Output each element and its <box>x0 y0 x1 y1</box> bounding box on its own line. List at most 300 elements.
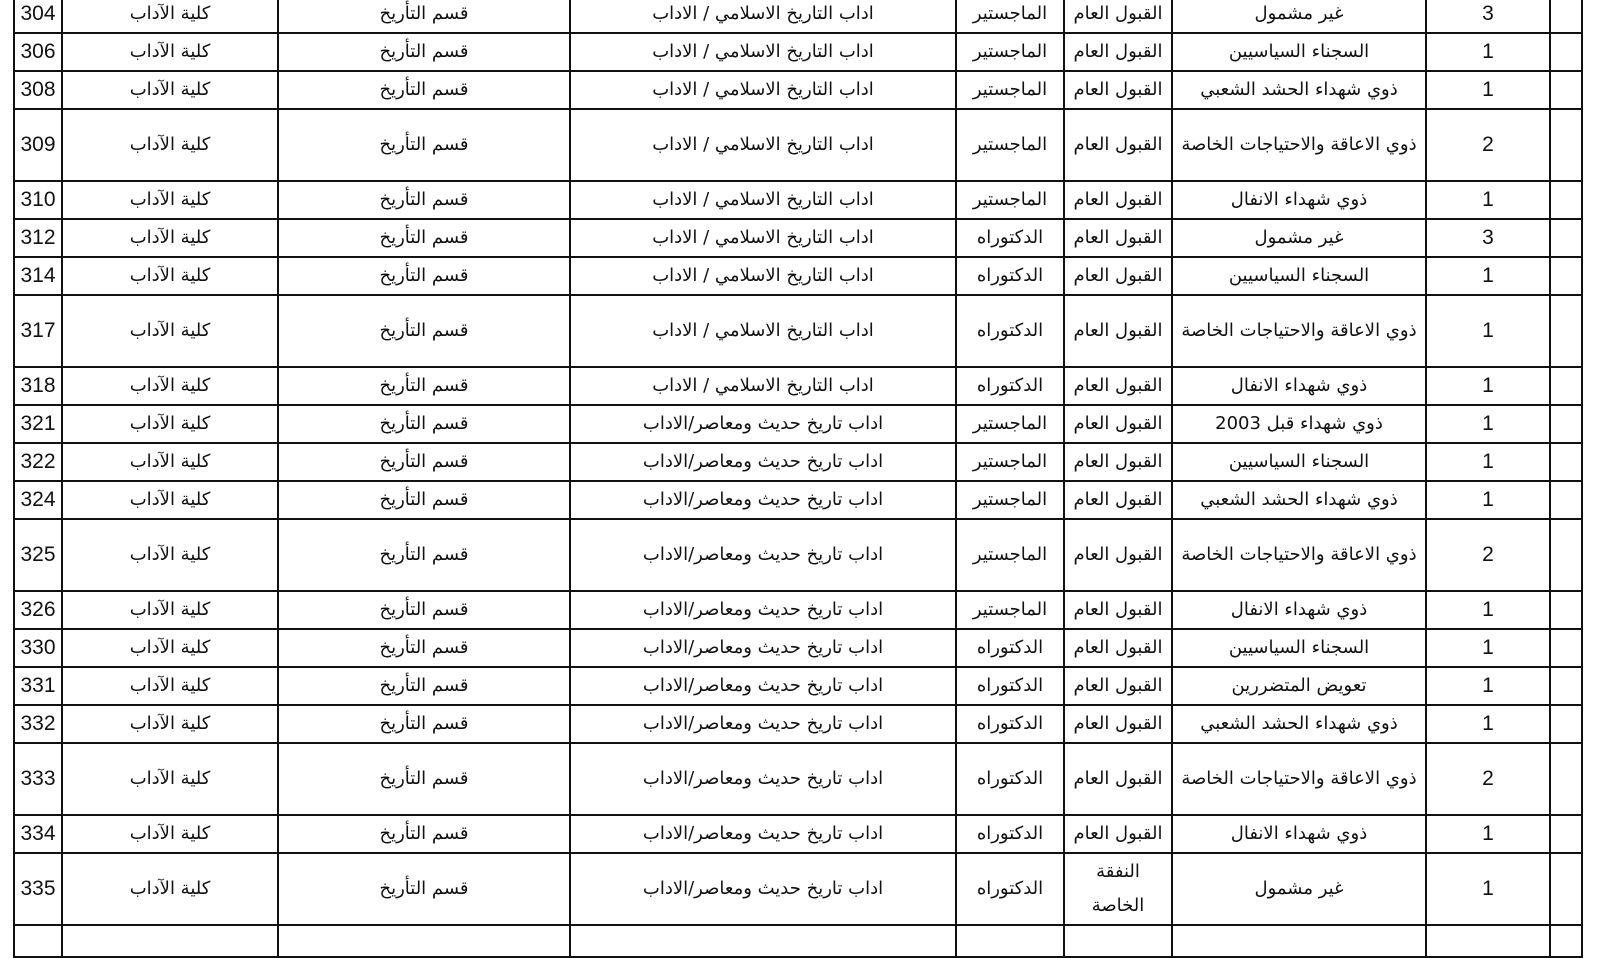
cell-specialization <box>570 295 956 367</box>
cell-college <box>62 519 278 591</box>
cell-category <box>1172 815 1426 853</box>
cell-id-text: 334 <box>20 822 56 845</box>
cell-seats <box>1426 33 1550 71</box>
cell-seats <box>1426 405 1550 443</box>
cell-specialization-text: اداب تاريخ حديث ومعاصر/الاداب <box>642 675 884 696</box>
cell-admission-channel-text: القبول العام <box>1073 768 1163 789</box>
cell-degree-text: الماجستير <box>972 544 1048 565</box>
cell-degree-text: الدكتوراه <box>976 878 1044 899</box>
cell-category-text: ذوي شهداء الحشد الشعبي <box>1200 79 1398 100</box>
cell-seats <box>1426 481 1550 519</box>
cell-college-text: كلية الآداب <box>129 675 211 696</box>
cell-specialization-text: اداب تاريخ حديث ومعاصر/الاداب <box>642 713 884 734</box>
cell-college <box>62 181 278 219</box>
cell-id-text: 314 <box>20 264 56 287</box>
cell-degree <box>956 71 1064 109</box>
cell-blank <box>1550 0 1582 33</box>
cell-department-text: قسم التأريخ <box>379 544 469 565</box>
cell-admission-channel <box>1064 219 1172 257</box>
cell-degree-text: الدكتوراه <box>976 227 1044 248</box>
cell-department-text: قسم التأريخ <box>379 675 469 696</box>
cell-id-text: 310 <box>20 188 56 211</box>
table-row <box>14 33 1582 71</box>
cell-college <box>62 33 278 71</box>
cell-admission-channel-text: القبول العام <box>1073 320 1163 341</box>
cell-category-text: غير مشمول <box>1254 3 1344 24</box>
cell-department <box>278 33 570 71</box>
cell-id <box>14 181 62 219</box>
cell-specialization-text: اداب التاريخ الاسلامي / الاداب <box>652 189 874 210</box>
cell-blank <box>1550 109 1582 181</box>
table-row <box>14 815 1582 853</box>
cell-category <box>1172 667 1426 705</box>
cell-department <box>278 219 570 257</box>
cell-admission-channel <box>1064 405 1172 443</box>
cell-specialization-text: اداب التاريخ الاسلامي / الاداب <box>652 227 874 248</box>
cell-seats-text: 1 <box>1482 674 1494 697</box>
cell-id <box>14 367 62 405</box>
cell-degree-text: الماجستير <box>972 451 1048 472</box>
cell-blank <box>1550 181 1582 219</box>
cell-college-text: كلية الآداب <box>129 3 211 24</box>
cell-seats <box>1426 295 1550 367</box>
cell-seats <box>1426 519 1550 591</box>
cell-admission-channel-text: القبول العام <box>1073 599 1163 620</box>
cell-blank <box>1550 629 1582 667</box>
cell-id <box>14 443 62 481</box>
cell-id <box>14 257 62 295</box>
cell-specialization <box>570 367 956 405</box>
cell-id <box>14 481 62 519</box>
cell-department-text: قسم التأريخ <box>379 189 469 210</box>
table-row-partial <box>14 925 1582 957</box>
cell-specialization-text: اداب تاريخ حديث ومعاصر/الاداب <box>642 489 884 510</box>
cell-college <box>62 743 278 815</box>
cell-blank <box>1550 219 1582 257</box>
cell-id <box>14 853 62 925</box>
cell-college <box>62 629 278 667</box>
cell-id-text: 308 <box>20 78 56 101</box>
table-row <box>14 0 1582 33</box>
cell-category <box>1172 33 1426 71</box>
cell-seats-text: 2 <box>1482 767 1494 790</box>
cell-id <box>14 109 62 181</box>
cell-admission-channel-text: القبول العام <box>1073 375 1163 396</box>
cell-degree-text: الدكتوراه <box>976 675 1044 696</box>
cell-specialization <box>570 629 956 667</box>
cell-department-text: قسم التأريخ <box>379 413 469 434</box>
cell-degree <box>956 109 1064 181</box>
cell-id-text: 326 <box>20 598 56 621</box>
cell-id <box>14 405 62 443</box>
table-row <box>14 219 1582 257</box>
cell-admission-channel <box>1064 591 1172 629</box>
cell-id <box>14 743 62 815</box>
cell-college <box>62 367 278 405</box>
admissions-table <box>13 0 1583 958</box>
cell-id <box>14 0 62 33</box>
cell-college-text: كلية الآداب <box>129 265 211 286</box>
cell-id <box>14 71 62 109</box>
cell-seats-text: 1 <box>1482 636 1494 659</box>
cell-specialization-text: اداب التاريخ الاسلامي / الاداب <box>652 265 874 286</box>
cell-college-text: كلية الآداب <box>129 189 211 210</box>
table-row <box>14 705 1582 743</box>
cell-admission-channel <box>1064 705 1172 743</box>
cell-specialization <box>570 519 956 591</box>
cell-specialization <box>570 405 956 443</box>
cell-admission-channel-text: القبول العام <box>1073 79 1163 100</box>
cell-category-text: ذوي الاعاقة والاحتياجات الخاصة <box>1181 768 1417 789</box>
cell-specialization <box>570 705 956 743</box>
cell-category <box>1172 705 1426 743</box>
cell-seats-text: 2 <box>1482 133 1494 156</box>
table-row <box>14 629 1582 667</box>
cell-specialization <box>570 257 956 295</box>
cell-department-text: قسم التأريخ <box>379 451 469 472</box>
cell-department <box>278 0 570 33</box>
table-row <box>14 591 1582 629</box>
cell-partial <box>278 925 570 957</box>
cell-id <box>14 219 62 257</box>
cell-degree <box>956 295 1064 367</box>
cell-admission-channel <box>1064 443 1172 481</box>
cell-seats <box>1426 629 1550 667</box>
cell-degree <box>956 33 1064 71</box>
cell-id-text: 322 <box>20 450 56 473</box>
cell-department-text: قسم التأريخ <box>379 227 469 248</box>
cell-admission-channel-text: القبول العام <box>1073 265 1163 286</box>
cell-department-text: قسم التأريخ <box>379 599 469 620</box>
cell-department <box>278 591 570 629</box>
cell-partial <box>1172 925 1426 957</box>
cell-department <box>278 295 570 367</box>
cell-category-text: غير مشمول <box>1254 227 1344 248</box>
cell-blank <box>1550 853 1582 925</box>
cell-department <box>278 743 570 815</box>
cell-partial <box>956 925 1064 957</box>
table-row <box>14 367 1582 405</box>
cell-blank <box>1550 705 1582 743</box>
cell-seats <box>1426 181 1550 219</box>
cell-department <box>278 109 570 181</box>
cell-degree-text: الدكتوراه <box>976 265 1044 286</box>
cell-degree-text: الماجستير <box>972 79 1048 100</box>
cell-seats-text: 3 <box>1482 226 1494 249</box>
cell-admission-channel <box>1064 853 1172 925</box>
cell-admission-channel <box>1064 71 1172 109</box>
cell-college <box>62 71 278 109</box>
cell-specialization-text: اداب تاريخ حديث ومعاصر/الاداب <box>642 768 884 789</box>
cell-admission-channel-text: القبول العام <box>1073 41 1163 62</box>
cell-department-text: قسم التأريخ <box>379 823 469 844</box>
cell-degree-text: الماجستير <box>972 41 1048 62</box>
cell-college <box>62 295 278 367</box>
cell-specialization <box>570 71 956 109</box>
cell-seats <box>1426 853 1550 925</box>
cell-department <box>278 71 570 109</box>
cell-id-text: 312 <box>20 226 56 249</box>
cell-seats-text: 1 <box>1482 188 1494 211</box>
cell-seats-text: 1 <box>1482 412 1494 435</box>
cell-category <box>1172 629 1426 667</box>
cell-college-text: كلية الآداب <box>129 451 211 472</box>
table-row <box>14 71 1582 109</box>
cell-seats-text: 3 <box>1482 2 1494 25</box>
cell-id-text: 325 <box>20 543 56 566</box>
cell-seats-text: 1 <box>1482 598 1494 621</box>
cell-degree <box>956 405 1064 443</box>
cell-degree-text: الدكتوراه <box>976 637 1044 658</box>
cell-id <box>14 667 62 705</box>
cell-department-text: قسم التأريخ <box>379 134 469 155</box>
cell-seats <box>1426 367 1550 405</box>
cell-id-text: 317 <box>20 319 56 342</box>
cell-blank <box>1550 743 1582 815</box>
cell-department-text: قسم التأريخ <box>379 41 469 62</box>
cell-college <box>62 109 278 181</box>
cell-seats-text: 1 <box>1482 877 1494 900</box>
cell-seats <box>1426 743 1550 815</box>
cell-department <box>278 853 570 925</box>
cell-blank <box>1550 71 1582 109</box>
cell-seats-text: 1 <box>1482 78 1494 101</box>
cell-category <box>1172 367 1426 405</box>
cell-blank <box>1550 33 1582 71</box>
cell-college <box>62 257 278 295</box>
cell-department <box>278 181 570 219</box>
cell-category <box>1172 0 1426 33</box>
cell-department <box>278 815 570 853</box>
cell-admission-channel <box>1064 815 1172 853</box>
cell-admission-channel <box>1064 519 1172 591</box>
cell-category <box>1172 181 1426 219</box>
cell-department-text: قسم التأريخ <box>379 768 469 789</box>
cell-degree <box>956 743 1064 815</box>
cell-admission-channel <box>1064 295 1172 367</box>
cell-blank <box>1550 295 1582 367</box>
cell-admission-channel <box>1064 367 1172 405</box>
cell-category-text: السجناء السياسيين <box>1228 451 1370 472</box>
cell-admission-channel-text: القبول العام <box>1073 675 1163 696</box>
cell-degree <box>956 629 1064 667</box>
cell-category-text: ذوي شهداء الانفال <box>1230 189 1368 210</box>
cell-admission-channel <box>1064 109 1172 181</box>
cell-college-text: كلية الآداب <box>129 41 211 62</box>
cell-admission-channel <box>1064 629 1172 667</box>
table-row <box>14 109 1582 181</box>
cell-admission-channel <box>1064 257 1172 295</box>
cell-degree-text: الدكتوراه <box>976 320 1044 341</box>
table-row <box>14 519 1582 591</box>
cell-department-text: قسم التأريخ <box>379 265 469 286</box>
cell-category-text: ذوي الاعاقة والاحتياجات الخاصة <box>1181 544 1417 565</box>
cell-specialization <box>570 667 956 705</box>
cell-degree <box>956 591 1064 629</box>
cell-id <box>14 519 62 591</box>
cell-category-text: السجناء السياسيين <box>1228 265 1370 286</box>
table-row <box>14 257 1582 295</box>
cell-admission-channel <box>1064 481 1172 519</box>
cell-id <box>14 629 62 667</box>
cell-admission-channel-text: القبول العام <box>1073 227 1163 248</box>
cell-seats-text: 2 <box>1482 543 1494 566</box>
cell-seats <box>1426 667 1550 705</box>
cell-partial <box>1426 925 1550 957</box>
cell-category-text: ذوي شهداء الحشد الشعبي <box>1200 713 1398 734</box>
cell-category <box>1172 481 1426 519</box>
cell-college-text: كلية الآداب <box>129 878 211 899</box>
cell-college <box>62 219 278 257</box>
cell-specialization-text: اداب التاريخ الاسلامي / الاداب <box>652 79 874 100</box>
cell-category <box>1172 591 1426 629</box>
cell-category <box>1172 443 1426 481</box>
cell-college-text: كلية الآداب <box>129 544 211 565</box>
cell-category <box>1172 853 1426 925</box>
cell-department-text: قسم التأريخ <box>379 878 469 899</box>
cell-specialization-text: اداب التاريخ الاسلامي / الاداب <box>652 3 874 24</box>
cell-degree-text: الماجستير <box>972 489 1048 510</box>
cell-degree <box>956 367 1064 405</box>
cell-college-text: كلية الآداب <box>129 637 211 658</box>
cell-college-text: كلية الآداب <box>129 413 211 434</box>
cell-partial <box>1064 925 1172 957</box>
cell-college <box>62 443 278 481</box>
cell-seats-text: 1 <box>1482 319 1494 342</box>
cell-partial <box>62 925 278 957</box>
table-row <box>14 743 1582 815</box>
cell-specialization-text: اداب تاريخ حديث ومعاصر/الاداب <box>642 544 884 565</box>
cell-id-text: 304 <box>20 2 56 25</box>
cell-department-text: قسم التأريخ <box>379 320 469 341</box>
cell-category-text: ذوي الاعاقة والاحتياجات الخاصة <box>1181 320 1417 341</box>
cell-partial <box>1550 925 1582 957</box>
cell-admission-channel-text: القبول العام <box>1073 544 1163 565</box>
table-row <box>14 667 1582 705</box>
cell-id-text: 333 <box>20 767 56 790</box>
cell-id <box>14 591 62 629</box>
cell-id <box>14 295 62 367</box>
cell-specialization-text: اداب تاريخ حديث ومعاصر/الاداب <box>642 878 884 899</box>
cell-specialization <box>570 815 956 853</box>
cell-id-text: 306 <box>20 40 56 63</box>
cell-blank <box>1550 591 1582 629</box>
cell-category-text: السجناء السياسيين <box>1228 41 1370 62</box>
cell-college <box>62 591 278 629</box>
cell-specialization-text: اداب التاريخ الاسلامي / الاداب <box>652 41 874 62</box>
cell-admission-channel-text: النفقة الخاصة <box>1091 861 1145 916</box>
cell-seats-text: 1 <box>1482 450 1494 473</box>
cell-college-text: كلية الآداب <box>129 599 211 620</box>
cell-specialization <box>570 853 956 925</box>
cell-college-text: كلية الآداب <box>129 79 211 100</box>
cell-specialization <box>570 481 956 519</box>
cell-blank <box>1550 443 1582 481</box>
cell-degree <box>956 815 1064 853</box>
cell-degree-text: الماجستير <box>972 3 1048 24</box>
cell-admission-channel <box>1064 667 1172 705</box>
cell-degree <box>956 181 1064 219</box>
cell-college <box>62 853 278 925</box>
cell-department-text: قسم التأريخ <box>379 713 469 734</box>
cell-admission-channel-text: القبول العام <box>1073 489 1163 510</box>
cell-college-text: كلية الآداب <box>129 768 211 789</box>
table-row <box>14 295 1582 367</box>
table-row <box>14 481 1582 519</box>
cell-category-text: ذوي شهداء الانفال <box>1230 375 1368 396</box>
cell-category-text: ذوي شهداء الحشد الشعبي <box>1200 489 1398 510</box>
cell-specialization <box>570 181 956 219</box>
cell-admission-channel-text: القبول العام <box>1073 3 1163 24</box>
cell-category <box>1172 257 1426 295</box>
cell-department-text: قسم التأريخ <box>379 637 469 658</box>
cell-seats <box>1426 109 1550 181</box>
cell-seats-text: 1 <box>1482 374 1494 397</box>
cell-specialization <box>570 0 956 33</box>
cell-college <box>62 0 278 33</box>
cell-specialization-text: اداب تاريخ حديث ومعاصر/الاداب <box>642 451 884 472</box>
table-row <box>14 181 1582 219</box>
cell-department <box>278 519 570 591</box>
cell-id <box>14 33 62 71</box>
cell-college-text: كلية الآداب <box>129 320 211 341</box>
cell-specialization-text: اداب تاريخ حديث ومعاصر/الاداب <box>642 413 884 434</box>
cell-specialization-text: اداب تاريخ حديث ومعاصر/الاداب <box>642 599 884 620</box>
cell-department <box>278 257 570 295</box>
cell-college-text: كلية الآداب <box>129 227 211 248</box>
cell-seats <box>1426 219 1550 257</box>
cell-seats-text: 1 <box>1482 488 1494 511</box>
cell-degree <box>956 853 1064 925</box>
cell-degree <box>956 443 1064 481</box>
cell-category <box>1172 743 1426 815</box>
cell-specialization <box>570 443 956 481</box>
cell-degree-text: الماجستير <box>972 134 1048 155</box>
cell-specialization-text: اداب تاريخ حديث ومعاصر/الاداب <box>642 823 884 844</box>
cell-seats <box>1426 815 1550 853</box>
cell-category-text: ذوي شهداء الانفال <box>1230 599 1368 620</box>
cell-department <box>278 405 570 443</box>
cell-admission-channel-text: القبول العام <box>1073 134 1163 155</box>
cell-category-text: ذوي الاعاقة والاحتياجات الخاصة <box>1181 134 1417 155</box>
cell-degree <box>956 519 1064 591</box>
cell-blank <box>1550 481 1582 519</box>
cell-category <box>1172 109 1426 181</box>
cell-degree-text: الماجستير <box>972 189 1048 210</box>
cell-specialization <box>570 743 956 815</box>
cell-seats-text: 1 <box>1482 712 1494 735</box>
cell-category <box>1172 405 1426 443</box>
cell-category-text: ذوي شهداء الانفال <box>1230 823 1368 844</box>
cell-blank <box>1550 519 1582 591</box>
cell-admission-channel <box>1064 743 1172 815</box>
cell-blank <box>1550 815 1582 853</box>
cell-id-text: 321 <box>20 412 56 435</box>
cell-department-text: قسم التأريخ <box>379 375 469 396</box>
cell-college <box>62 815 278 853</box>
cell-category-text: ذوي شهداء قبل 2003 <box>1215 413 1383 434</box>
cell-department <box>278 481 570 519</box>
cell-id-text: 335 <box>20 877 56 900</box>
cell-id-text: 331 <box>20 674 56 697</box>
cell-category-text: غير مشمول <box>1254 878 1344 899</box>
cell-specialization <box>570 219 956 257</box>
cell-partial <box>570 925 956 957</box>
cell-college <box>62 705 278 743</box>
cell-degree <box>956 257 1064 295</box>
cell-blank <box>1550 667 1582 705</box>
cell-specialization-text: اداب التاريخ الاسلامي / الاداب <box>652 320 874 341</box>
